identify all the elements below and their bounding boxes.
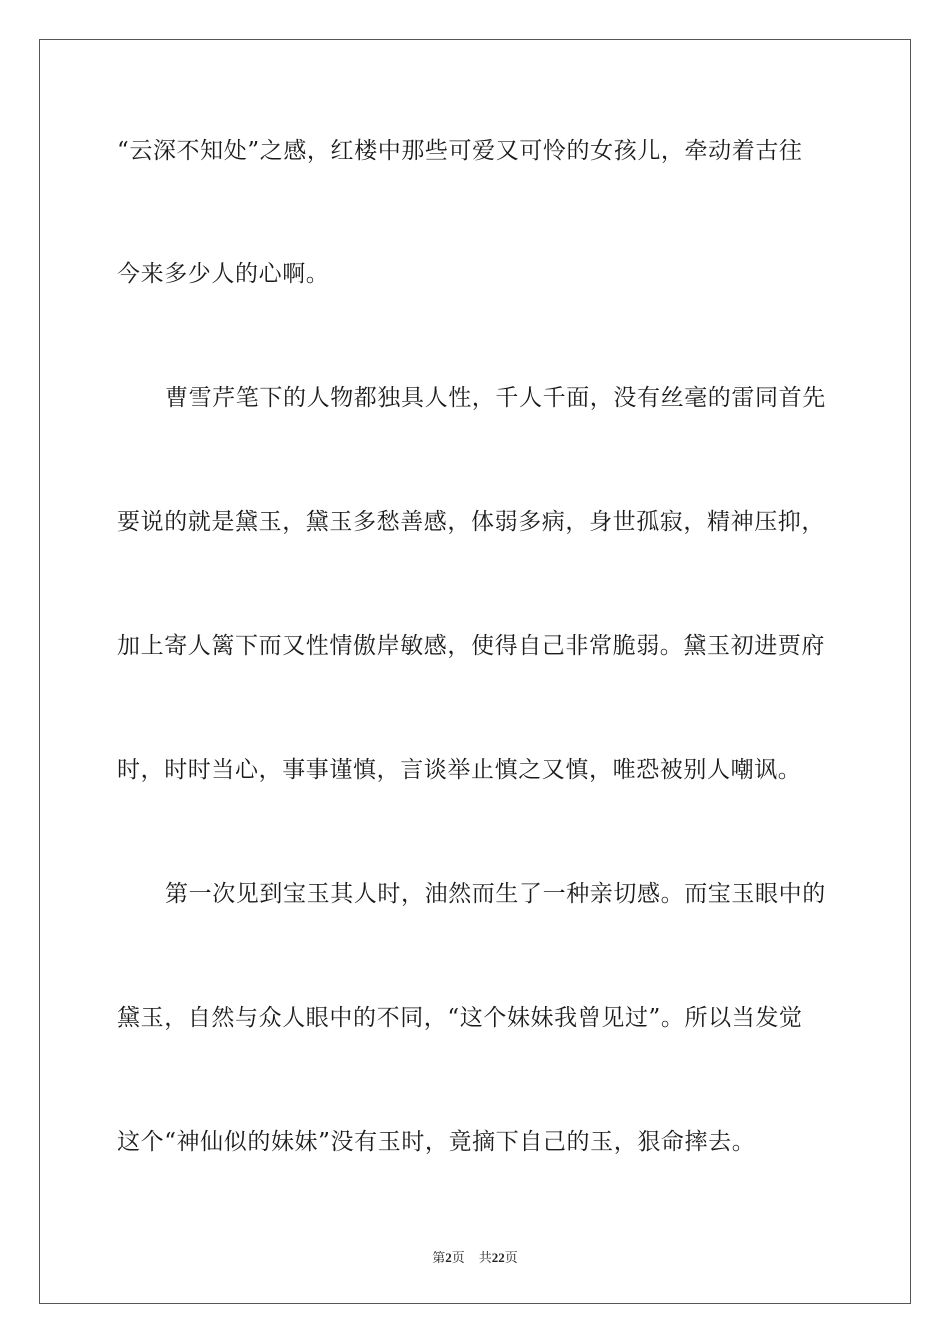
text-line-9: 这个“神仙似的妹妹”没有玉时，竟摘下自己的玉，狠命摔去。: [117, 1129, 756, 1155]
text-line-3: 曹雪芹笔下的人物都独具人性，千人千面，没有丝毫的雷同首先: [165, 385, 826, 411]
footer-page-prefix: 第: [432, 1250, 446, 1265]
text-line-4: 要说的就是黛玉，黛玉多愁善感，体弱多病，身世孤寂，精神压抑，: [117, 509, 825, 535]
text-line-2: 今来多少人的心啊。: [117, 261, 330, 287]
page-border: [39, 39, 911, 1304]
footer-page-suffix: 页: [451, 1250, 465, 1265]
footer-total-prefix: 共: [478, 1250, 492, 1265]
text-line-5: 加上寄人篱下而又性情傲岸敏感，使得自己非常脆弱。黛玉初进贾府: [117, 633, 825, 659]
footer-page-number: 2: [445, 1250, 452, 1265]
text-line-8: 黛玉，自然与众人眼中的不同，“这个妹妹我曾见过”。所以当发觉: [117, 1005, 803, 1031]
text-line-7: 第一次见到宝玉其人时，油然而生了一种亲切感。而宝玉眼中的: [165, 881, 826, 907]
footer-total-suffix: 页: [504, 1250, 518, 1265]
footer-total-pages: 22: [491, 1250, 505, 1265]
text-line-6: 时，时时当心，事事谨慎，言谈举止慎之又慎，唯恐被别人嘲讽。: [117, 757, 802, 783]
page-footer: [0, 1247, 950, 1266]
text-line-1: “云深不知处”之感，红楼中那些可爱又可怜的女孩儿，牵动着古往: [117, 138, 803, 164]
